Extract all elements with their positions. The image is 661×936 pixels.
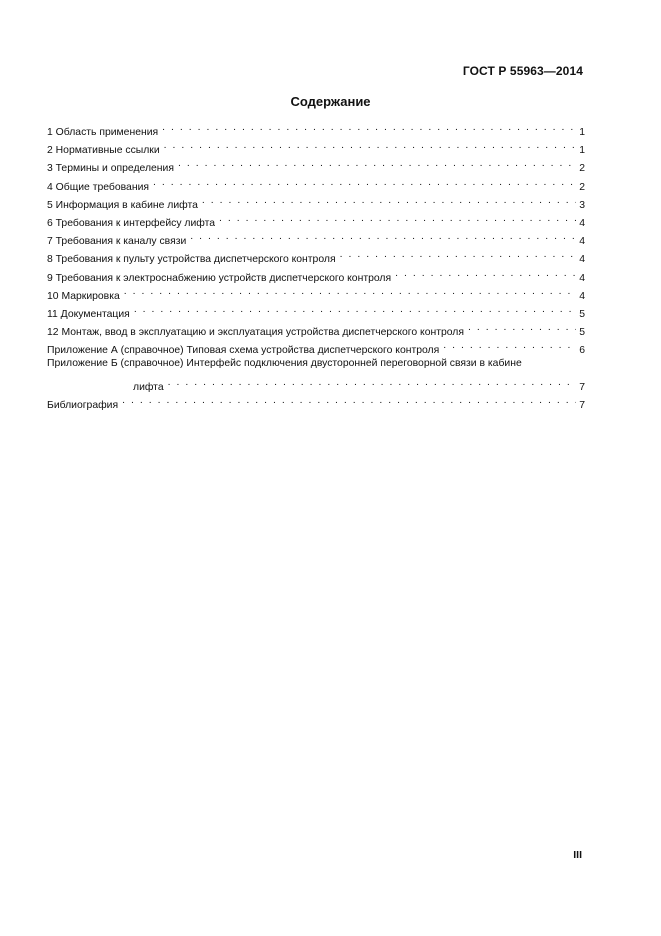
- dot-leader: [168, 376, 577, 390]
- dot-leader: [164, 139, 577, 153]
- dot-leader: [162, 121, 576, 135]
- dot-leader: [153, 176, 576, 190]
- dot-leader: [395, 267, 576, 281]
- page-number: III: [573, 849, 582, 861]
- dot-leader: [134, 303, 576, 317]
- toc-entry-label: 3 Термины и определения: [47, 163, 174, 175]
- toc-entry-page: 4: [579, 254, 585, 266]
- toc-entry-appendix-b[interactable]: [47, 357, 585, 393]
- toc-entry-label: 12 Монтаж, ввод в эксплуатацию и эксплуатация устройства диспетчерского контроля: [47, 327, 464, 339]
- toc-entry-label: 8 Требования к пульту устройства диспетчерского контроля: [47, 254, 336, 266]
- toc-entry-2[interactable]: [47, 139, 585, 157]
- dot-leader: [443, 339, 576, 353]
- toc-entry-label: 2 Нормативные ссылки: [47, 145, 160, 157]
- dot-leader: [219, 212, 576, 226]
- toc-entry-label: 7 Требования к каналу связи: [47, 236, 187, 248]
- toc-entry-page: 5: [579, 308, 585, 320]
- toc-entry-5[interactable]: [47, 194, 585, 212]
- dot-leader: [190, 230, 576, 244]
- toc-entry-page: 4: [579, 236, 585, 248]
- toc-entry-label: 10 Маркировка: [47, 290, 120, 302]
- toc-entry-page: 7: [579, 381, 585, 393]
- toc-entry-label: 6 Требования к интерфейсу лифта: [47, 217, 216, 229]
- toc-entry-label: 11 Документация: [47, 308, 130, 320]
- toc-entry-11[interactable]: [47, 303, 585, 321]
- toc-entry-1[interactable]: [47, 121, 585, 139]
- toc-entry-label: Библиография: [47, 399, 119, 411]
- toc-entry-6[interactable]: [47, 212, 585, 230]
- toc-entry-page: 3: [579, 199, 585, 211]
- toc-entry-page: 6: [579, 345, 585, 357]
- dot-leader: [202, 194, 576, 208]
- toc-entry-label: 9 Требования к электроснабжению устройств диспетчерского контроля: [47, 272, 392, 284]
- document-code: ГОСТ Р 55963—2014: [462, 64, 583, 78]
- toc-entry-label-line2: лифта: [133, 381, 164, 393]
- toc-entry-page: 5: [579, 327, 585, 339]
- toc-entry-page: 2: [579, 163, 585, 175]
- toc-entry-label: 4 Общие требования: [47, 181, 149, 193]
- toc-entry-10[interactable]: [47, 285, 585, 303]
- toc-entry-page: 2: [579, 181, 585, 193]
- toc-entry-label-line1: Приложение Б (справочное) Интерфейс подключения двусторонней переговорной связи в кабине: [47, 358, 522, 370]
- table-of-contents: [47, 121, 585, 412]
- toc-entry-page: 7: [579, 399, 585, 411]
- dot-leader: [122, 394, 576, 408]
- toc-entry-4[interactable]: [47, 176, 585, 194]
- toc-entry-appendix-a[interactable]: [47, 339, 585, 357]
- toc-entry-8[interactable]: [47, 248, 585, 266]
- dot-leader: [124, 285, 576, 299]
- toc-entry-page: 1: [579, 127, 585, 138]
- toc-entry-page: 4: [579, 290, 585, 302]
- toc-entry-3[interactable]: [47, 157, 585, 175]
- toc-title: Содержание: [290, 94, 371, 109]
- toc-entry-page: 4: [579, 272, 585, 284]
- toc-entry-page: 1: [579, 145, 585, 157]
- toc-entry-7[interactable]: [47, 230, 585, 248]
- toc-entry-12[interactable]: [47, 321, 585, 339]
- toc-entry-label: Приложение А (справочное) Типовая схема устройства диспетчерского контроля: [47, 345, 440, 357]
- toc-entry-label: 1 Область применения: [47, 127, 159, 138]
- dot-leader: [178, 157, 576, 171]
- toc-entry-bibliography[interactable]: [47, 394, 585, 412]
- toc-entry-label: 5 Информация в кабине лифта: [47, 199, 198, 211]
- dot-leader: [340, 248, 577, 262]
- toc-entry-page: 4: [579, 217, 585, 229]
- toc-entry-9[interactable]: [47, 267, 585, 285]
- dot-leader: [468, 321, 576, 335]
- toc-entry-continuation: [47, 376, 585, 394]
